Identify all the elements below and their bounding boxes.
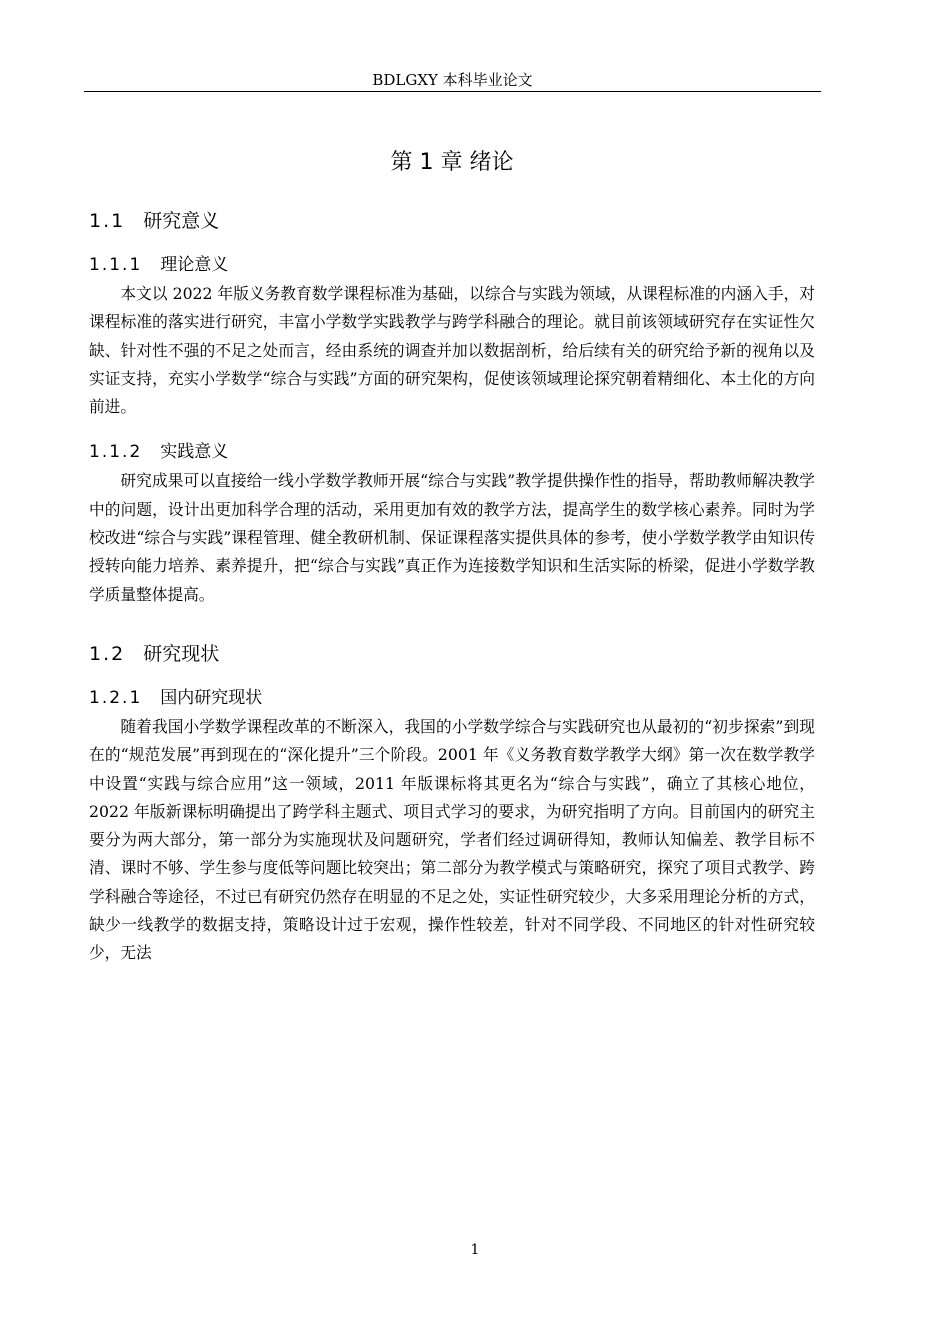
section-title: 研究意义	[143, 210, 220, 232]
subsection-title: 国内研究现状	[160, 687, 263, 708]
subsection-heading-1-2-1	[89, 683, 815, 713]
chapter-title: 第 1 章 绪论	[390, 150, 514, 175]
page-content	[89, 140, 815, 968]
subsection-number: 1.1.1	[89, 255, 143, 275]
subsection-number: 1.2.1	[89, 687, 143, 708]
section-number: 1.1	[89, 210, 126, 232]
paragraph-practical-significance: 研究成果可以直接给一线小学数学教师开展“综合与实践”教学提供操作性的指导，帮助教师解决教学中的问题，设计出更加科学合理的活动，采用更加有效的教学方法，提高学生的数学核心素养。同时为学校改进“综合与实践”课程管理、健全教研机制、保证课程落实提供具体的参考，使小学数学教学由知识传授转向能力培养、素养提升，把“综合与实践”真正作为连接数学知识和生活实际的桥梁，促进小学数学教学质量整体提高。	[89, 471, 815, 604]
section-heading-1-2	[89, 639, 815, 669]
subsection-heading-1-1-2	[89, 437, 815, 467]
subsection-title: 理论意义	[160, 255, 229, 275]
page-number: 1	[470, 1242, 480, 1258]
section-number: 1.2	[89, 642, 126, 665]
subsection-heading-1-1-1	[89, 250, 815, 280]
section-title: 研究现状	[143, 642, 220, 665]
header-rule	[84, 91, 821, 92]
running-header: BDLGXY 本科毕业论文	[372, 71, 533, 89]
subsection-title: 实践意义	[160, 442, 229, 463]
section-heading-1-1	[89, 206, 815, 236]
subsection-number: 1.1.2	[89, 442, 143, 463]
paragraph-theoretical-significance: 本文以 2022 年版义务教育数学课程标准为基础，以综合与实践为领域，从课程标准的内涵入手，对课程标准的落实进行研究，丰富小学数学实践教学与跨学科融合的理论。就目前该领域研究存在实证性欠缺、针对性不强的不足之处而言，经由系统的调查并加以数据剖析，给后续有关的研究给予新的视角以及实证支持，充实小学数学“综合与实践”方面的研究架构，促使该领域理论探究朝着精细化、本土化的方向前进。	[89, 284, 815, 417]
paragraph-domestic-research: 随着我国小学数学课程改革的不断深入，我国的小学数学综合与实践研究也从最初的“初步探索”到现在的“规范发展”再到现在的“深化提升”三个阶段。2001 年《义务教育数学教学大纲》第一次在数学教学中设置“实践与综合应用”这一领域，2011 年版课标将其更名为“综合与实践”，确立了其核心地位，2022 年版新课标明确提出了跨学科主题式、项目式学习的要求，为研究指明了方向。目前国内的研究主要分为两大部分，第一部分为实施现状及问题研究，学者们经过调研得知，教师认知偏差、教学目标不清、课时不够、学生参与度低等问题比较突出；第二部分为教学模式与策略研究，探究了项目式教学、跨学科融合等途径，不过已有研究仍然存在明显的不足之处，实证性研究较少，大多采用理论分析的方式，缺少一线教学的数据支持，策略设计过于宏观，操作性较差，针对不同学段、不同地区的针对性研究较少，无法	[89, 716, 815, 963]
